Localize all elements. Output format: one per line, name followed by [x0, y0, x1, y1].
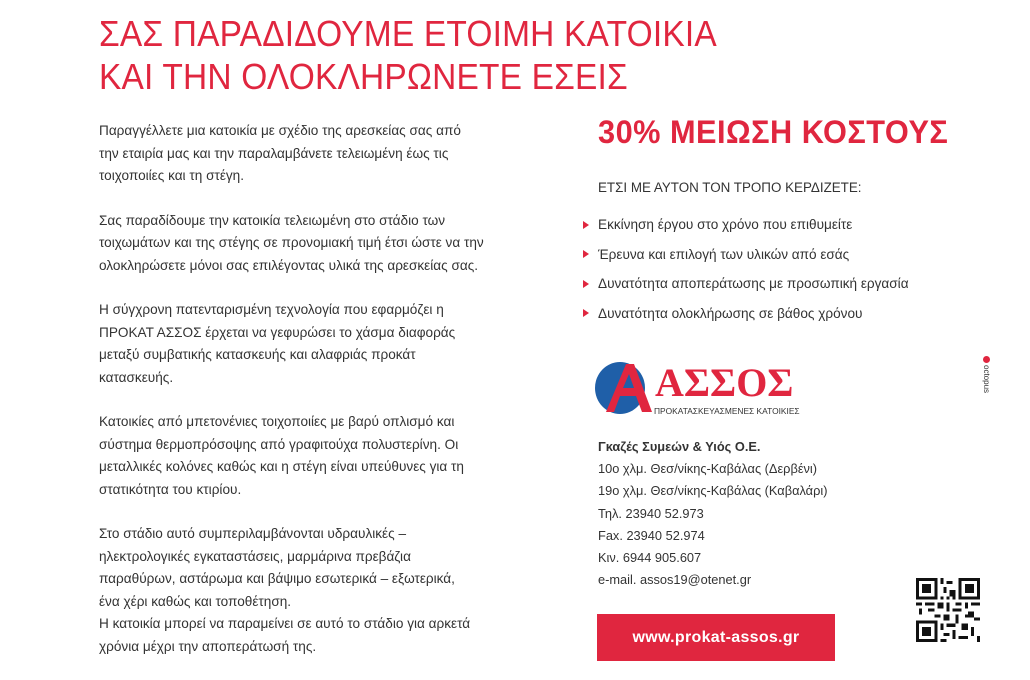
benefit-label: Δυνατότητα ολοκλήρωσης σε βάθος χρόνου	[598, 305, 863, 321]
benefit-label: Έρευνα και επιλογή των υλικών από εσάς	[598, 246, 850, 262]
bullet-triangle-icon	[583, 309, 589, 317]
logo-wordmark: ΑΣΣΟΣ	[655, 360, 794, 405]
octopus-logo-icon	[983, 356, 990, 363]
logo-tagline: ΠΡΟΚΑΤΑΣΚΕΥΑΣΜΕΝΕΣ ΚΑΤΟΙΚΙΕΣ	[654, 406, 800, 416]
designer-credit	[982, 356, 991, 393]
company-name: Γκαζές Συμεών & Υιός Ο.Ε.	[598, 439, 761, 454]
paragraph	[99, 411, 529, 501]
email-address: e-mail. assos19@otenet.gr	[598, 572, 752, 588]
paragraph	[99, 210, 529, 278]
bullet-triangle-icon	[583, 221, 589, 229]
paragraph	[99, 299, 529, 389]
paragraph-line: κατασκευής.	[99, 369, 174, 385]
designer-credit-label: octopus	[982, 365, 991, 394]
paragraph	[99, 120, 529, 188]
bullet-triangle-icon	[583, 250, 589, 258]
paragraph-line: ολοκληρώσετε μόνοι σας επιλέγοντας υλικά της αρεσκείας σας.	[99, 257, 479, 273]
benefit-item	[583, 299, 909, 329]
body-text	[99, 120, 529, 680]
phone-number: Τηλ. 23940 52.973	[598, 505, 704, 521]
headline	[99, 12, 739, 98]
paragraph-line: μεταλλικές κολόνες καθώς και η στέγη είναι υπεύθυνες για τη	[99, 459, 464, 474]
headline-line-1: ΣΑΣ ΠΑΡΑΔΙΔΟΥΜΕ ΕΤΟΙΜΗ ΚΑΤΟΙΚΙΑ	[99, 13, 717, 54]
website-link[interactable]: www.prokat-assos.gr	[597, 614, 835, 661]
bullet-triangle-icon	[583, 280, 589, 288]
contact-block	[598, 436, 827, 591]
paragraph-line: Σας παραδίδουμε την κατοικία τελειωμένη στο στάδιο των	[99, 212, 446, 228]
fax-number: Fax. 23940 52.974	[598, 527, 705, 543]
benefit-item	[583, 240, 909, 270]
benefits-heading: ΕΤΣΙ ΜΕ ΑΥΤΟΝ ΤΟΝ ΤΡΟΠΟ ΚΕΡΔΙΖΕΤΕ:	[598, 180, 862, 195]
paragraph-line: ηλεκτρολογικές εγκαταστάσεις, μαρμάρινα πρεβάζια	[99, 548, 411, 564]
headline-line-2: ΚΑΙ ΤΗΝ ΟΛΟΚΛΗΡΩΝΕΤΕ ΕΣΕΙΣ	[99, 56, 628, 97]
address-line: 10ο χλμ. Θεσ/νίκης-Καβάλας (Δερβένι)	[598, 461, 818, 477]
paragraph-line: Κατοικίες από μπετονένιες τοιχοποιίες με βαρύ οπλισμό και	[99, 414, 455, 429]
paragraph-line: παραθύρων, αστάρωμα και βάψιμο εσωτερικά – εξωτερικά,	[99, 571, 455, 586]
paragraph-line: την εταιρία μας και την παραλαμβάνετε τελειωμένη έως τις	[99, 145, 449, 161]
paragraph-line: μεταξύ συμβατικής κατασκευής και αλαφριάς προκάτ	[99, 347, 416, 362]
assos-logo	[592, 356, 812, 422]
paragraph-line: Η σύγχρονη πατενταρισμένη τεχνολογία που εφαρμόζει η	[99, 302, 444, 317]
benefit-item	[583, 210, 909, 240]
benefit-label: Εκκίνηση έργου στο χρόνο που επιθυμείτε	[598, 217, 853, 233]
offer-title: 30% ΜΕΙΩΣΗ ΚΟΣΤΟΥΣ	[598, 114, 949, 150]
paragraph-line: ΠΡΟΚΑΤ ΑΣΣΟΣ έρχεται να γεφυρώσει το χάσμα διαφοράς	[99, 324, 456, 340]
paragraph-line: Η κατοικία μπορεί να παραμείνει σε αυτό το στάδιο για αρκετά	[99, 616, 471, 631]
benefit-label: Δυνατότητα αποπεράτωσης με προσωπική εργασία	[598, 276, 909, 292]
benefit-item	[583, 269, 909, 299]
paragraph-line: Στο στάδιο αυτό συμπεριλαμβάνονται υδραυλικές –	[99, 526, 407, 541]
paragraph-line: στατικότητα του κτιρίου.	[99, 481, 242, 497]
qr-code-icon[interactable]	[916, 578, 980, 642]
paragraph-line: τοιχωμάτων και της στέγης σε προνομιακή τιμή έτσι ώστε να την	[99, 235, 484, 250]
paragraph	[99, 523, 529, 658]
paragraph-line: σύστημα θερμοπρόσοψης από γραφιτούχα πολυστερίνη. Οι	[99, 436, 459, 452]
benefits-list	[583, 210, 909, 328]
paragraph-line: ένα χέρι καθώς και τοποθέτηση.	[99, 593, 292, 609]
address-line: 19ο χλμ. Θεσ/νίκης-Καβάλας (Καβαλάρι)	[598, 483, 828, 499]
paragraph-line: Παραγγέλλετε μια κατοικία με σχέδιο της αρεσκείας σας από	[99, 123, 461, 138]
paragraph-line: χρόνια μέχρι την αποπεράτωσή της.	[99, 638, 317, 654]
mobile-number: Κιν. 6944 905.607	[598, 550, 702, 566]
paragraph-line: τοιχοποιίες και τη στέγη.	[99, 168, 245, 183]
